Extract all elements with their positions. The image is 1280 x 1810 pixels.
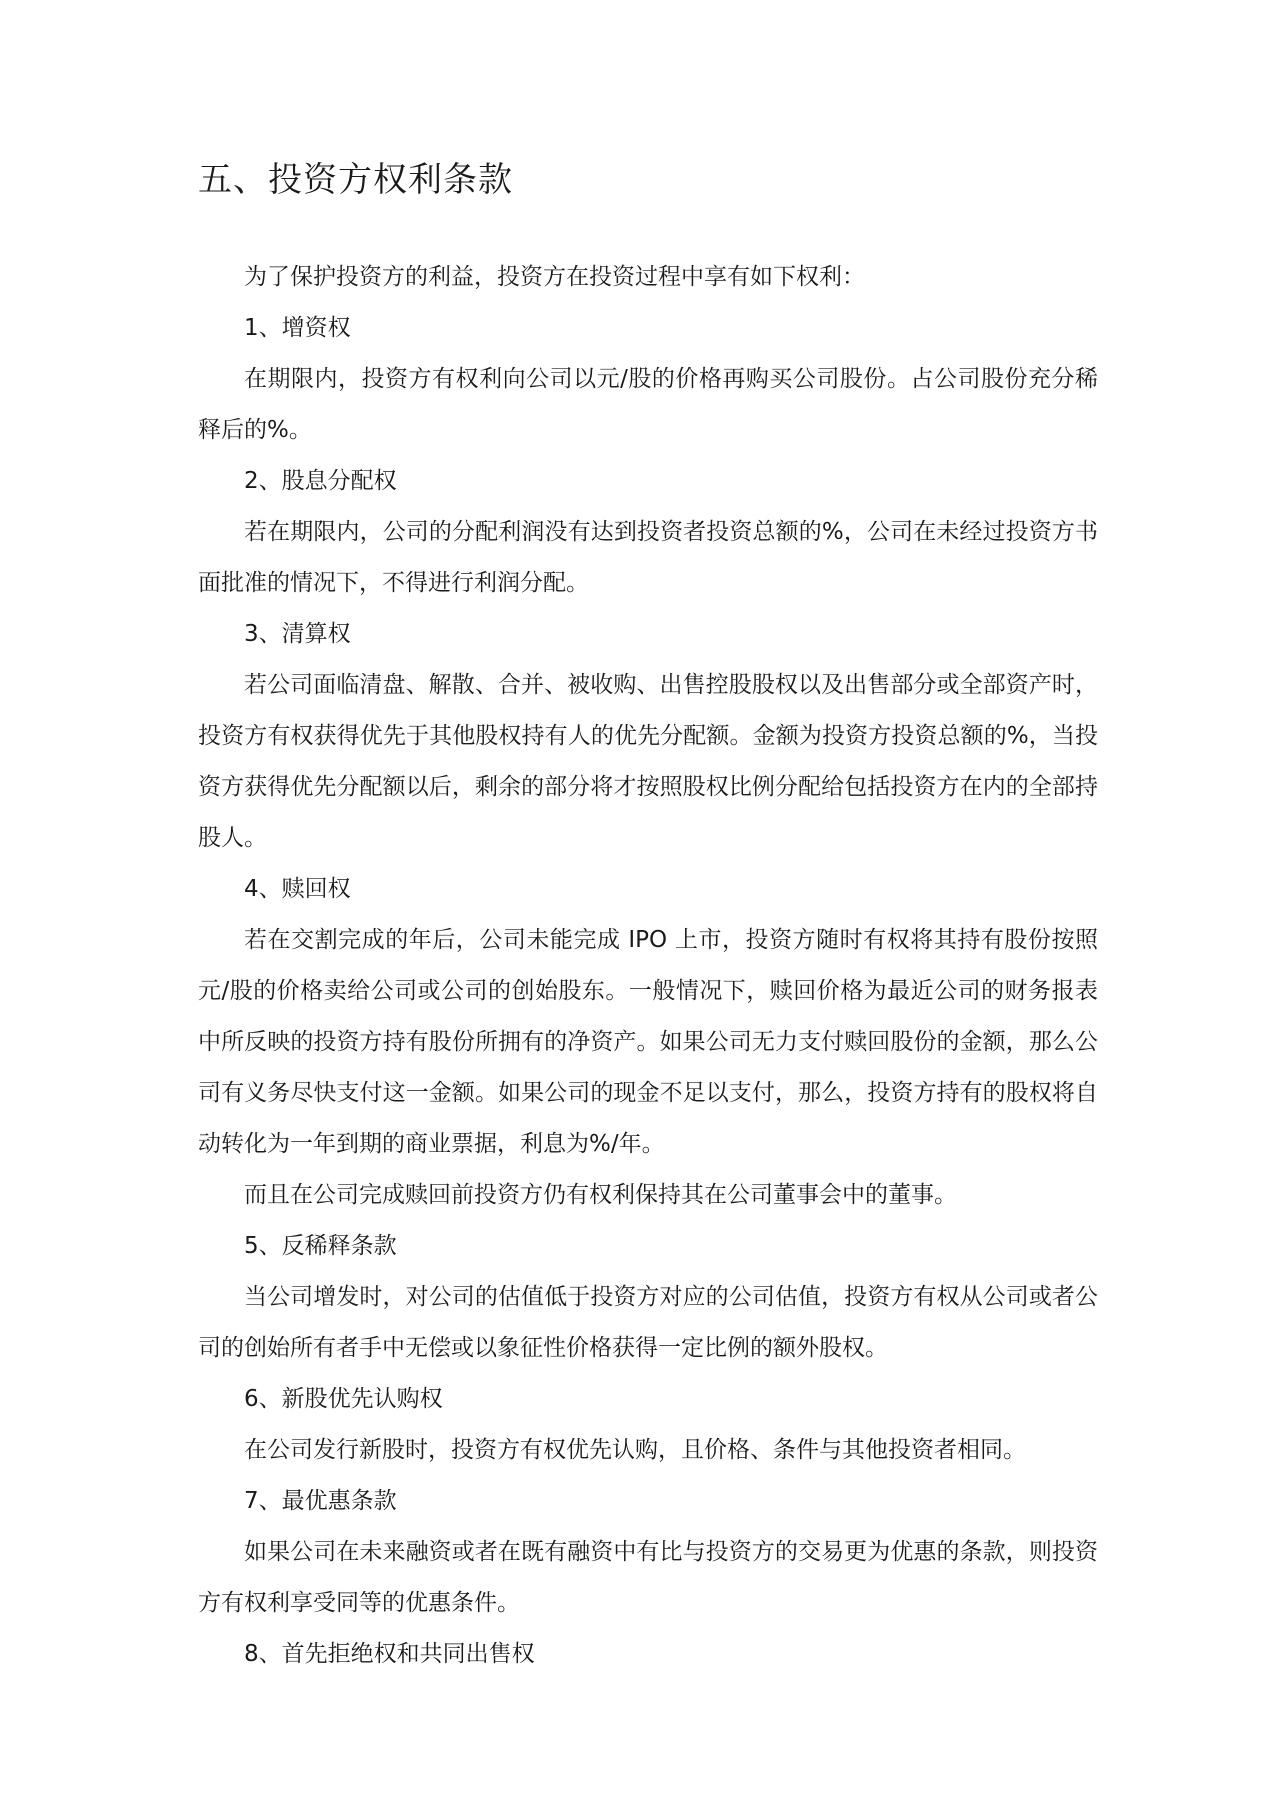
document-page [198, 160, 1098, 1680]
page-title: 五、投资方权利条款 [198, 160, 513, 200]
section-paragraph: 若在期限内，公司的分配利润没有达到投资者投资总额的%，公司在未经过投资方书面批准的情况下，不得进行利润分配。 [198, 519, 1098, 596]
section-heading-most-favored: 7、最优惠条款 [244, 1488, 397, 1514]
section-heading-preemptive: 6、新股优先认购权 [244, 1386, 443, 1412]
section-heading-redemption: 4、赎回权 [244, 876, 351, 902]
section-paragraph: 当公司增发时，对公司的估值低于投资方对应的公司估值，投资方有权从公司或者公司的创始所有者手中无偿或以象征性价格获得一定比例的额外股权。 [198, 1284, 1098, 1361]
section-paragraph: 若公司面临清盘、解散、合并、被收购、出售控股股权以及出售部分或全部资产时，投资方有权获得优先于其他股权持有人的优先分配额。金额为投资方投资总额的%，当投资方获得优先分配额以后，剩余的部分将才按照股权比例分配给包括投资方在内的全部持股人。 [198, 672, 1098, 851]
section-heading-first-refusal: 8、首先拒绝权和共同出售权 [244, 1641, 535, 1667]
section-paragraph: 而且在公司完成赎回前投资方仍有权利保持其在公司董事会中的董事。 [244, 1182, 957, 1208]
intro-paragraph: 为了保护投资方的利益，投资方在投资过程中享有如下权利： [244, 264, 865, 290]
section-paragraph: 在期限内，投资方有权利向公司以元/股的价格再购买公司股份。占公司股份充分稀释后的%。 [198, 366, 1098, 443]
section-heading-liquidation: 3、清算权 [244, 621, 351, 647]
section-paragraph: 若在交割完成的年后，公司未能完成 IPO 上市，投资方随时有权将其持有股份按照元/股的价格卖给公司或公司的创始股东。一般情况下，赎回价格为最近公司的财务报表中所反映的投资方持有股份所拥有的净资产。如果公司无力支付赎回股份的金额，那么公司有义务尽快支付这一金额。如果公司的现金不足以支付，那么，投资方持有的股权将自动转化为一年到期的商业票据，利息为%/年。 [198, 927, 1098, 1157]
section-paragraph: 在公司发行新股时，投资方有权优先认购，且价格、条件与其他投资者相同。 [244, 1437, 1026, 1463]
section-heading-anti-dilution: 5、反稀释条款 [244, 1233, 397, 1259]
section-heading-dividend: 2、股息分配权 [244, 468, 397, 494]
section-paragraph: 如果公司在未来融资或者在既有融资中有比与投资方的交易更为优惠的条款，则投资方有权利享受同等的优惠条件。 [198, 1539, 1098, 1616]
section-heading-capital-increase: 1、增资权 [244, 315, 351, 341]
